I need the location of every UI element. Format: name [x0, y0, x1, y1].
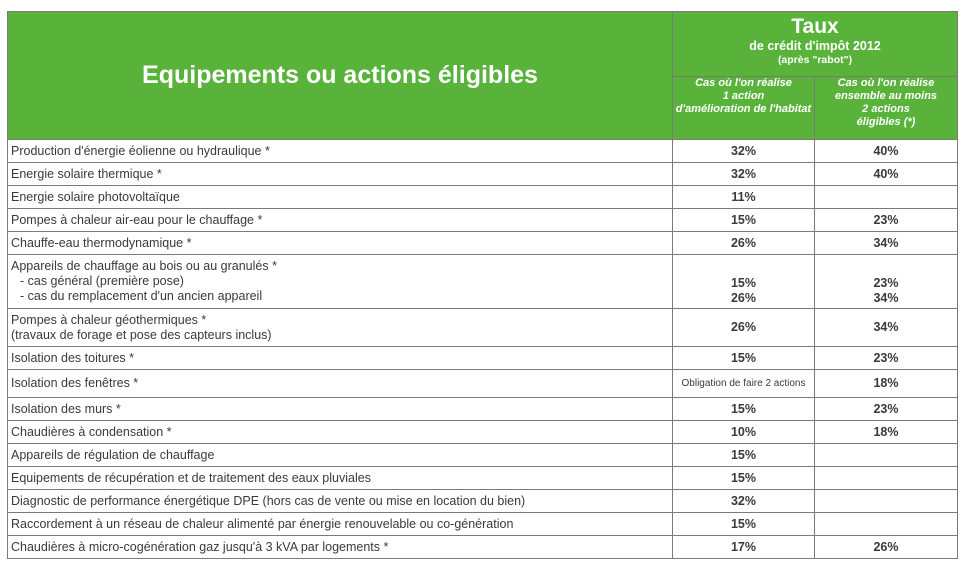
- table-row: [8, 444, 958, 467]
- row-rate-two-actions-a: 23%: [873, 276, 899, 290]
- row-label: Isolation des toitures *: [8, 347, 673, 370]
- table-row: [8, 513, 958, 536]
- tax-credit-table: [7, 11, 958, 559]
- row-label: Energie solaire photovoltaïque: [8, 186, 673, 209]
- table-row: [8, 536, 958, 559]
- table-row: [8, 209, 958, 232]
- row-label: Energie solaire thermique *: [8, 163, 673, 186]
- table-row: [8, 398, 958, 421]
- header-two-actions-line4: éligibles (*): [856, 116, 916, 128]
- row-rate-two-actions: [815, 186, 958, 209]
- row-label: Isolation des fenêtres *: [8, 370, 673, 398]
- row-label-sub1: - cas général (première pose): [20, 274, 184, 288]
- row-rate-two-actions: 23%: [815, 209, 958, 232]
- row-rate-two-actions: [815, 467, 958, 490]
- row-rate-one-action: 15%: [673, 467, 815, 490]
- table-row: [8, 490, 958, 513]
- header-two-actions-line3: 2 actions: [862, 103, 910, 115]
- table-row: [8, 347, 958, 370]
- row-label: Equipements de récupération et de traitement des eaux pluviales: [8, 467, 673, 490]
- row-label: [8, 309, 673, 347]
- row-label: Appareils de régulation de chauffage: [8, 444, 673, 467]
- row-rate-two-actions: 18%: [815, 370, 958, 398]
- row-rate-one-action: 17%: [673, 536, 815, 559]
- header-one-action-line1: Cas où l'on réalise: [695, 77, 792, 89]
- table-row: [8, 255, 958, 309]
- row-label: Chaudières à micro-cogénération gaz jusqu'à 3 kVA par logements *: [8, 536, 673, 559]
- header-eligible-equipment: Equipements ou actions éligibles: [8, 12, 673, 140]
- row-rate-two-actions: 26%: [815, 536, 958, 559]
- header-one-action-line3: d'amélioration de l'habitat: [675, 103, 812, 115]
- header-rate-title: Taux: [791, 15, 839, 38]
- header-rate-subtitle: de crédit d'impôt 2012: [749, 39, 881, 53]
- header-two-actions: [815, 77, 958, 140]
- header-rate: [673, 12, 958, 77]
- row-rate-two-actions: [815, 255, 958, 309]
- table-row: [8, 467, 958, 490]
- row-label-title: Pompes à chaleur géothermiques *: [11, 312, 207, 327]
- table-row: [8, 186, 958, 209]
- table-row: [8, 140, 958, 163]
- row-rate-two-actions: 23%: [815, 398, 958, 421]
- row-label: Pompes à chaleur air-eau pour le chauffage *: [8, 209, 673, 232]
- row-rate-one-action: 15%: [673, 347, 815, 370]
- table-row: [8, 309, 958, 347]
- row-rate-two-actions: [815, 444, 958, 467]
- row-rate-two-actions: 40%: [815, 140, 958, 163]
- header-two-actions-line1: Cas où l'on réalise: [837, 77, 935, 89]
- row-rate-one-action: 32%: [673, 163, 815, 186]
- row-rate-one-action: 10%: [673, 421, 815, 444]
- row-label-title: Appareils de chauffage au bois ou au granulés *: [11, 259, 277, 273]
- table-row: [8, 232, 958, 255]
- row-label: Isolation des murs *: [8, 398, 673, 421]
- row-rate-one-action: 15%: [673, 513, 815, 536]
- row-rate-one-action: 26%: [673, 309, 815, 347]
- row-rate-two-actions: [815, 490, 958, 513]
- table-row: [8, 163, 958, 186]
- row-rate-two-actions: [815, 513, 958, 536]
- row-rate-two-actions-b: 34%: [873, 291, 899, 305]
- header-rate-note: (après "rabot"): [777, 54, 853, 66]
- row-rate-two-actions: 23%: [815, 347, 958, 370]
- row-rate-one-action: 15%: [673, 209, 815, 232]
- row-rate-one-action: 26%: [673, 232, 815, 255]
- header-two-actions-line2: ensemble au moins: [834, 90, 938, 102]
- row-label-sub1: (travaux de forage et pose des capteurs inclus): [11, 327, 272, 342]
- table-row: [8, 421, 958, 444]
- row-rate-one-action-b: 26%: [730, 291, 757, 305]
- row-label: Raccordement à un réseau de chaleur alimenté par énergie renouvelable ou co-génération: [8, 513, 673, 536]
- row-rate-two-actions: 34%: [815, 232, 958, 255]
- row-rate-one-action: 15%: [673, 398, 815, 421]
- row-label: Production d'énergie éolienne ou hydraulique *: [8, 140, 673, 163]
- header-one-action-line2: 1 action: [722, 90, 765, 102]
- row-rate-one-action-a: 15%: [730, 276, 757, 290]
- row-rate-one-action: Obligation de faire 2 actions: [673, 370, 815, 398]
- row-label: Chauffe-eau thermodynamique *: [8, 232, 673, 255]
- row-rate-two-actions: 34%: [815, 309, 958, 347]
- row-rate-one-action: 32%: [673, 140, 815, 163]
- row-rate-two-actions: 40%: [815, 163, 958, 186]
- row-rate-one-action: 15%: [673, 444, 815, 467]
- row-rate-two-actions: 18%: [815, 421, 958, 444]
- header-one-action: [673, 77, 815, 140]
- row-label: Chaudières à condensation *: [8, 421, 673, 444]
- row-rate-one-action: 11%: [673, 186, 815, 209]
- table-row: [8, 370, 958, 398]
- row-label-sub2: - cas du remplacement d'un ancien appareil: [20, 289, 263, 303]
- row-label: Diagnostic de performance énergétique DPE (hors cas de vente ou mise en location du bien): [8, 490, 673, 513]
- row-rate-one-action: 32%: [673, 490, 815, 513]
- row-label: [8, 255, 673, 309]
- row-rate-one-action: [673, 255, 815, 309]
